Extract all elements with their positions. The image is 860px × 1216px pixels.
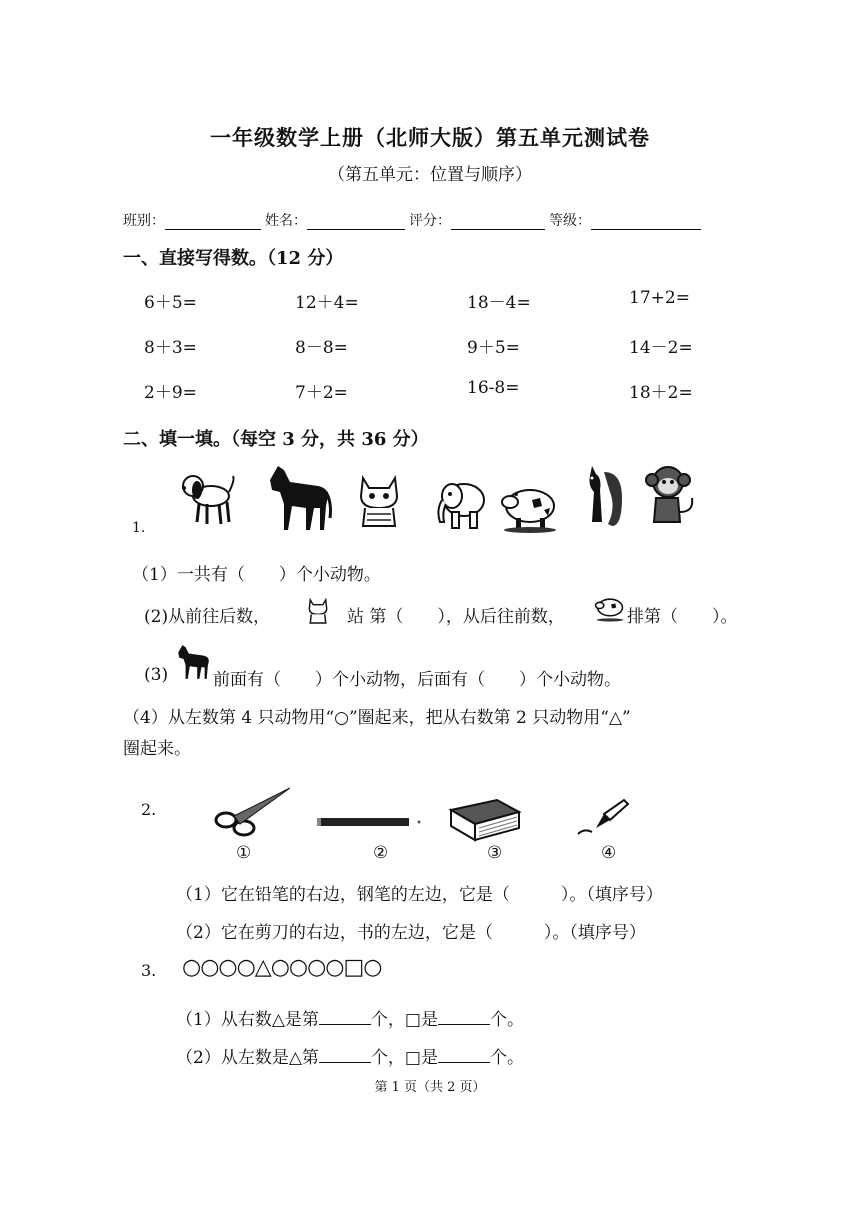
elephant-icon: [432, 478, 488, 530]
q1-part1: （1）一共有（ ）个小动物。: [132, 565, 381, 585]
q3-part1-c: 个。: [489, 1010, 524, 1030]
book-icon: [447, 796, 523, 842]
cat-icon: [304, 596, 332, 624]
option-label: ④: [601, 843, 617, 863]
calc-item: 8－8=: [295, 338, 348, 358]
q1-part2-c: 排第（ ）。: [627, 607, 738, 627]
calc-item: 9＋5=: [467, 338, 520, 358]
dog-icon: [175, 468, 237, 528]
page-footer: 第 1 页（共 2 页）: [374, 1080, 486, 1095]
answer-blank[interactable]: [438, 1046, 490, 1063]
grade-label: 等级：: [549, 213, 591, 229]
q1-part2-b: 站 第（ ），从后往前数，: [347, 607, 565, 627]
q1-part2-a: (2)从前往后数，: [144, 607, 271, 627]
calc-item: 7＋2=: [295, 383, 348, 403]
q3-number: 3.: [141, 961, 157, 980]
q3-part2-c: 个。: [489, 1048, 524, 1068]
horse-icon: [262, 462, 334, 534]
calc-item: 6＋5=: [144, 293, 197, 313]
squirrel-icon: [582, 462, 624, 528]
score-label: 评分：: [409, 213, 451, 229]
name-blank[interactable]: [307, 215, 405, 230]
answer-blank[interactable]: [319, 1008, 371, 1025]
pig-icon: [496, 480, 560, 534]
q2-part2: （2）它在剪刀的右边，书的左边，它是（ ）。（填序号）: [176, 923, 646, 943]
option-label: ③: [487, 843, 503, 863]
grade-blank[interactable]: [591, 215, 701, 230]
q1-number: 1.: [132, 520, 146, 536]
q3-part2-b: 个，□是: [370, 1048, 438, 1068]
pencil-icon: [315, 814, 425, 830]
student-info-row: [123, 210, 705, 230]
q1-part4-line1: （4）从左数第 4 只动物用“○”圈起来，把从右数第 2 只动物用“△”: [123, 708, 631, 728]
section2-heading: 二、填一填。（每空 3 分，共 36 分）: [123, 429, 429, 450]
shape-sequence: ○○○○△○○○○□○: [182, 955, 382, 980]
q1-part4-line2: 圈起来。: [123, 739, 191, 759]
q3-part2: [176, 1043, 524, 1068]
calc-item: 2＋9=: [144, 383, 197, 403]
q2-part1: （1）它在铅笔的右边，钢笔的左边，它是（ ）。（填序号）: [176, 885, 663, 905]
class-label: 班别：: [123, 213, 165, 229]
horse-icon: [174, 640, 212, 684]
class-blank[interactable]: [165, 215, 261, 230]
page-subtitle: （第五单元：位置与顺序）: [328, 165, 532, 185]
page-title: 一年级数学上册（北师大版）第五单元测试卷: [210, 125, 650, 150]
option-label: ②: [373, 843, 389, 863]
q1-part3-a: (3): [144, 665, 169, 685]
option-label: ①: [236, 843, 252, 863]
fountain-pen-icon: [574, 796, 630, 840]
answer-blank[interactable]: [319, 1046, 371, 1063]
pig-icon: [592, 594, 626, 622]
q3-part1: [176, 1005, 524, 1030]
calc-item: 14－2=: [629, 338, 693, 358]
cat-icon: [355, 470, 403, 528]
q3-part1-a: （1）从右数△是第: [176, 1010, 319, 1030]
calc-item: 12＋4=: [295, 293, 359, 313]
answer-blank[interactable]: [438, 1008, 490, 1025]
calc-item: 18＋2=: [629, 383, 693, 403]
score-blank[interactable]: [451, 215, 545, 230]
q1-part3-b: 前面有（ ）个小动物，后面有（ ）个小动物。: [213, 670, 621, 690]
calc-item: 8＋3=: [144, 338, 197, 358]
q3-part2-a: （2）从左数是△第: [176, 1048, 319, 1068]
calc-item: 16-8=: [467, 378, 520, 398]
name-label: 姓名：: [265, 213, 307, 229]
q3-part1-b: 个，□是: [370, 1010, 438, 1030]
monkey-icon: [642, 462, 700, 528]
calc-item: 17+2=: [629, 288, 690, 308]
section1-heading: 一、直接写得数。（12 分）: [123, 248, 344, 269]
q2-number: 2.: [141, 800, 157, 819]
scissors-icon: [210, 786, 292, 838]
calc-item: 18－4=: [467, 293, 531, 313]
